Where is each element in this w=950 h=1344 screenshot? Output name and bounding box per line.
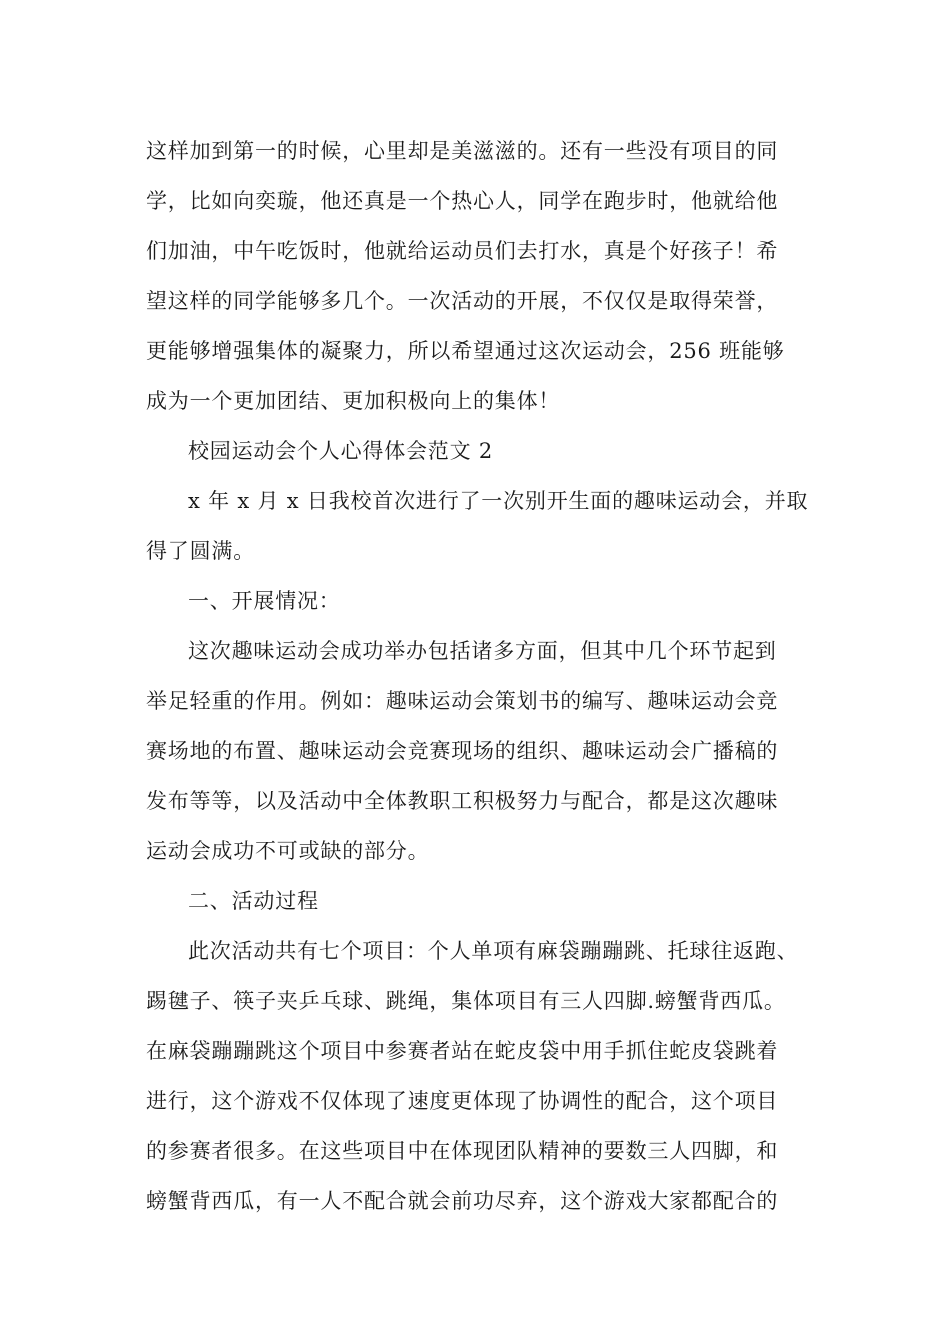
text-line: 踢毽子、筷子夹乒乓球、跳绳，集体项目有三人四脚.螃蟹背西瓜。 [146, 989, 786, 1013]
text-line: 进行，这个游戏不仅体现了速度更体现了协调性的配合，这个项目 [146, 1089, 779, 1113]
text-line: 这样加到第一的时候，心里却是美滋滋的。还有一些没有项目的同 [146, 139, 779, 163]
text-line: 运动会成功不可或缺的部分。 [146, 839, 430, 863]
text-line: 在麻袋蹦蹦跳这个项目中参赛者站在蛇皮袋中用手抓住蛇皮袋跳着 [146, 1039, 779, 1063]
text-line: 的参赛者很多。在这些项目中在体现团队精神的要数三人四脚，和 [146, 1139, 779, 1163]
text-line: 成为一个更加团结、更加积极向上的集体！ [146, 389, 561, 413]
text-line: 这次趣味运动会成功举办包括诸多方面，但其中几个环节起到 [188, 639, 777, 663]
text-line: 赛场地的布置、趣味运动会竞赛现场的组织、趣味运动会广播稿的 [146, 739, 779, 763]
text-line: x 年 x 月 x 日我校首次进行了一次别开生面的趣味运动会，并取 [188, 489, 809, 513]
text-line: 举足轻重的作用。例如：趣味运动会策划书的编写、趣味运动会竞 [146, 689, 779, 713]
text-line: 得了圆满。 [146, 539, 255, 563]
section-heading: 二、活动过程 [188, 889, 319, 913]
text-line: 更能够增强集体的凝聚力，所以希望通过这次运动会，256 班能够 [146, 339, 785, 363]
text-line: 们加油，中午吃饭时，他就给运动员们去打水，真是个好孩子！希 [146, 239, 779, 263]
text-line: 学，比如向奕璇，他还真是一个热心人，同学在跑步时，他就给他 [146, 189, 779, 213]
text-line: 发布等等，以及活动中全体教职工积极努力与配合，都是这次趣味 [146, 789, 779, 813]
text-line: 此次活动共有七个项目：个人单项有麻袋蹦蹦跳、托球往返跑、 [188, 939, 799, 963]
text-line: 望这样的同学能够多几个。一次活动的开展，不仅仅是取得荣誉， [146, 289, 779, 313]
section-heading: 一、开展情况： [188, 589, 341, 613]
section-heading: 校园运动会个人心得体会范文 2 [188, 439, 494, 463]
text-line: 螃蟹背西瓜，有一人不配合就会前功尽弃，这个游戏大家都配合的 [146, 1189, 779, 1213]
